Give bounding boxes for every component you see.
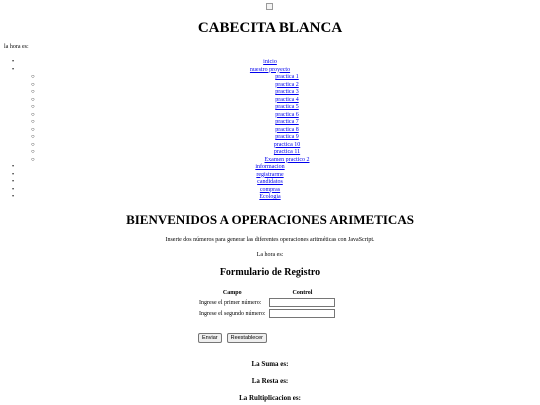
- nav-subitem: [0, 74, 540, 82]
- nav-submenu: [0, 74, 540, 164]
- header-clock-label: la hora es:: [4, 44, 29, 50]
- column-header-control: Control: [292, 289, 313, 296]
- nav-item-candidatos: [0, 179, 540, 187]
- circle-bullet-icon: ○: [31, 119, 35, 125]
- circle-bullet-icon: ○: [31, 134, 35, 140]
- nav-link-practica-6[interactable]: practica 6: [275, 111, 299, 118]
- nav-subitem: [0, 157, 540, 165]
- nav-link-examen-practico-2[interactable]: Examen practico 2: [264, 156, 310, 163]
- nav-link-practica-1[interactable]: practica 1: [275, 74, 299, 80]
- submit-button[interactable]: Enviar: [198, 333, 222, 343]
- bullet-icon: •: [12, 66, 15, 73]
- nav-item-compras: [0, 187, 540, 195]
- nav-link-practica-4[interactable]: practica 4: [275, 96, 299, 103]
- second-number-label: Ingrese el segundo número:: [199, 310, 266, 317]
- nav-link-practica-10[interactable]: practica 10: [273, 141, 301, 148]
- nav-subitem: [0, 112, 540, 120]
- nav-subitem: [0, 89, 540, 97]
- reset-button[interactable]: Reestablecer: [227, 333, 267, 343]
- main-nav: [0, 59, 540, 202]
- bullet-icon: •: [12, 59, 15, 65]
- circle-bullet-icon: ○: [31, 111, 35, 118]
- circle-bullet-icon: ○: [31, 104, 35, 110]
- nav-subitem: [0, 97, 540, 105]
- nav-subitem: [0, 104, 540, 112]
- circle-bullet-icon: ○: [31, 81, 35, 88]
- nav-subitem: [0, 127, 540, 135]
- circle-bullet-icon: ○: [31, 96, 35, 103]
- nav-link-practica-7[interactable]: practica 7: [275, 119, 299, 125]
- nav-subitem: [0, 119, 540, 127]
- nav-link-candidatos[interactable]: candidatos: [257, 179, 283, 185]
- product-result: La Rultiplicacion es:: [239, 394, 301, 402]
- column-header-field: Campo: [222, 289, 242, 296]
- circle-bullet-icon: ○: [31, 156, 35, 163]
- circle-bullet-icon: ○: [31, 149, 35, 155]
- nav-item-registrarme: [0, 172, 540, 180]
- second-number-input[interactable]: [269, 309, 335, 318]
- bullet-icon: •: [12, 186, 15, 193]
- form-buttons: [198, 326, 268, 344]
- form-row-second-number: [197, 308, 337, 319]
- nav-link-compras[interactable]: compras: [259, 186, 281, 193]
- intro-text: Inserte dos números para generar las diferentes operaciones aritméticas con JavaScript.: [165, 237, 375, 243]
- circle-bullet-icon: ○: [31, 126, 35, 133]
- nav-link-practica-8[interactable]: practica 8: [275, 126, 299, 133]
- nav-link-practica-11[interactable]: practica 11: [273, 149, 301, 155]
- clock-label: La hora es:: [256, 252, 284, 258]
- circle-bullet-icon: ○: [31, 141, 35, 148]
- first-number-input[interactable]: [269, 298, 335, 307]
- nav-link-ecologia[interactable]: Ecologia: [259, 194, 281, 200]
- circle-bullet-icon: ○: [31, 89, 35, 95]
- nav-item-inicio: [0, 59, 540, 67]
- bullet-icon: •: [12, 179, 15, 185]
- form-header-row: [197, 288, 337, 297]
- form-row-first-number: [197, 297, 337, 308]
- page-title: BIENVENIDOS A OPERACIONES ARIMETICAS: [126, 212, 414, 227]
- nav-item-informacion: [0, 164, 540, 172]
- nav-link-practica-5[interactable]: practica 5: [275, 104, 299, 110]
- nav-link-registrarme[interactable]: registrarme: [256, 171, 284, 178]
- nav-link-informacion[interactable]: informacion: [255, 164, 285, 170]
- difference-result: La Resta es:: [251, 377, 289, 385]
- nav-subitem: [0, 134, 540, 142]
- nav-link-inicio[interactable]: inicio: [263, 59, 277, 65]
- sum-result: La Suma es:: [251, 360, 289, 368]
- bullet-icon: •: [12, 164, 15, 170]
- form-title: Formulario de Registro: [219, 267, 321, 278]
- circle-bullet-icon: ○: [31, 74, 35, 80]
- bullet-icon: •: [12, 194, 15, 200]
- nav-item-proyecto: [0, 67, 540, 165]
- site-title: CABECITA BLANCA: [197, 20, 343, 36]
- first-number-label: Ingrese el primer número:: [199, 299, 262, 306]
- broken-image-icon: [266, 3, 273, 10]
- bullet-icon: •: [12, 171, 15, 178]
- form-table: [197, 288, 337, 319]
- nav-subitem: [0, 142, 540, 150]
- nav-subitem: [0, 149, 540, 157]
- nav-link-proyecto[interactable]: nuestro proyecto: [249, 66, 291, 73]
- nav-link-practica-3[interactable]: practica 3: [275, 89, 299, 95]
- nav-link-practica-2[interactable]: practica 2: [275, 81, 299, 88]
- nav-item-ecologia: [0, 194, 540, 202]
- nav-link-practica-9[interactable]: practica 9: [275, 134, 299, 140]
- nav-subitem: [0, 82, 540, 90]
